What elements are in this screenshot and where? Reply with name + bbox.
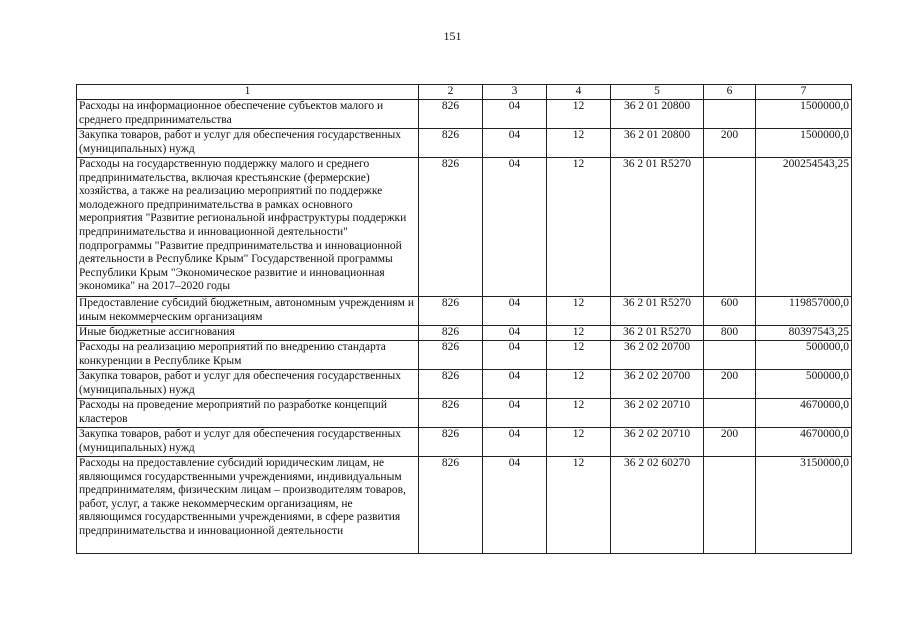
cell-col3: 04 [483, 297, 547, 326]
cell-col6: 200 [704, 428, 756, 457]
cell-col3: 04 [483, 158, 547, 297]
cell-amount: 80397543,25 [756, 326, 852, 341]
cell-col4: 12 [547, 341, 611, 370]
cell-col3: 04 [483, 129, 547, 158]
cell-col6: 200 [704, 129, 756, 158]
cell-col2: 826 [419, 129, 483, 158]
row-description: Расходы на проведение мероприятий по разработке концепций кластеров [77, 399, 419, 428]
cell-col4: 12 [547, 297, 611, 326]
header-cell: 1 [77, 85, 419, 100]
cell-col4: 12 [547, 158, 611, 297]
cell-col2: 826 [419, 100, 483, 129]
cell-col6 [704, 100, 756, 129]
cell-col2: 826 [419, 457, 483, 554]
header-cell: 6 [704, 85, 756, 100]
cell-col3: 04 [483, 457, 547, 554]
cell-col2: 826 [419, 326, 483, 341]
cell-col2: 826 [419, 428, 483, 457]
header-cell: 7 [756, 85, 852, 100]
cell-col4: 12 [547, 399, 611, 428]
table-row [77, 457, 852, 554]
cell-col4: 12 [547, 326, 611, 341]
header-cell: 2 [419, 85, 483, 100]
cell-col6 [704, 399, 756, 428]
cell-col2: 826 [419, 399, 483, 428]
cell-col4: 12 [547, 370, 611, 399]
cell-col5: 36 2 01 20800 [611, 129, 704, 158]
cell-col6: 600 [704, 297, 756, 326]
cell-col2: 826 [419, 341, 483, 370]
cell-col5: 36 2 01 20800 [611, 100, 704, 129]
cell-col3: 04 [483, 428, 547, 457]
header-cell: 4 [547, 85, 611, 100]
row-description: Расходы на предоставление субсидий юридическим лицам, не являющимся государственными учреждениями, индивидуальным предпринимателям, физическим лицам – производителям товаров, работ, услуг, а также некоммерческим организациям, не являющимся государственными учреждениями, в сфере развития предпринимательства и инновационной деятельности [77, 457, 419, 554]
cell-col5: 36 2 01 R5270 [611, 326, 704, 341]
table-row [77, 341, 852, 370]
header-row [77, 85, 852, 100]
cell-amount: 4670000,0 [756, 399, 852, 428]
cell-col6 [704, 457, 756, 554]
cell-col2: 826 [419, 158, 483, 297]
cell-col4: 12 [547, 428, 611, 457]
cell-col3: 04 [483, 326, 547, 341]
table-row [77, 370, 852, 399]
cell-col6 [704, 158, 756, 297]
header-cell: 5 [611, 85, 704, 100]
row-description: Расходы на государственную поддержку малого и среднего предпринимательства, включая крестьянские (фермерские) хозяйства, а также на реализацию мероприятий по поддержке молодежного предпринимательства в рамках основного мероприятия "Развитие региональной инфраструктуры поддержки предпринимательства и инновационной деятельности" подпрограммы "Развитие предпринимательства и инновационной деятельности в Республике Крым" Государственной программы Республики Крым "Экономическое развитие и инновационная экономика" на 2017–2020 годы [77, 158, 419, 297]
cell-col3: 04 [483, 341, 547, 370]
cell-col3: 04 [483, 100, 547, 129]
cell-col3: 04 [483, 370, 547, 399]
row-description: Расходы на информационное обеспечение субъектов малого и среднего предпринимательства [77, 100, 419, 129]
cell-col5: 36 2 02 20700 [611, 370, 704, 399]
row-description: Закупка товаров, работ и услуг для обеспечения государственных (муниципальных) нужд [77, 129, 419, 158]
row-description: Расходы на реализацию мероприятий по внедрению стандарта конкуренции в Республике Крым [77, 341, 419, 370]
row-description: Иные бюджетные ассигнования [77, 326, 419, 341]
cell-col5: 36 2 02 20700 [611, 341, 704, 370]
table-row [77, 399, 852, 428]
row-description: Предоставление субсидий бюджетным, автономным учреждениям и иным некоммерческим организациям [77, 297, 419, 326]
cell-amount: 119857000,0 [756, 297, 852, 326]
cell-col5: 36 2 02 20710 [611, 428, 704, 457]
row-description: Закупка товаров, работ и услуг для обеспечения государственных (муниципальных) нужд [77, 428, 419, 457]
cell-amount: 200254543,25 [756, 158, 852, 297]
cell-amount: 500000,0 [756, 341, 852, 370]
cell-amount: 4670000,0 [756, 428, 852, 457]
table-row [77, 326, 852, 341]
header-cell: 3 [483, 85, 547, 100]
cell-col2: 826 [419, 297, 483, 326]
cell-col4: 12 [547, 457, 611, 554]
cell-col2: 826 [419, 370, 483, 399]
cell-col5: 36 2 01 R5270 [611, 297, 704, 326]
cell-col5: 36 2 01 R5270 [611, 158, 704, 297]
cell-amount: 3150000,0 [756, 457, 852, 554]
table-row [77, 297, 852, 326]
row-description: Закупка товаров, работ и услуг для обеспечения государственных (муниципальных) нужд [77, 370, 419, 399]
cell-col4: 12 [547, 100, 611, 129]
table-row [77, 428, 852, 457]
cell-amount: 1500000,0 [756, 129, 852, 158]
cell-col5: 36 2 02 60270 [611, 457, 704, 554]
table-row [77, 158, 852, 297]
budget-table [76, 84, 852, 554]
cell-amount: 500000,0 [756, 370, 852, 399]
cell-col3: 04 [483, 399, 547, 428]
cell-col6: 800 [704, 326, 756, 341]
cell-col5: 36 2 02 20710 [611, 399, 704, 428]
cell-col6 [704, 341, 756, 370]
cell-col6: 200 [704, 370, 756, 399]
cell-col4: 12 [547, 129, 611, 158]
table-row [77, 129, 852, 158]
table-row [77, 100, 852, 129]
page-number: 151 [443, 29, 462, 43]
cell-amount: 1500000,0 [756, 100, 852, 129]
